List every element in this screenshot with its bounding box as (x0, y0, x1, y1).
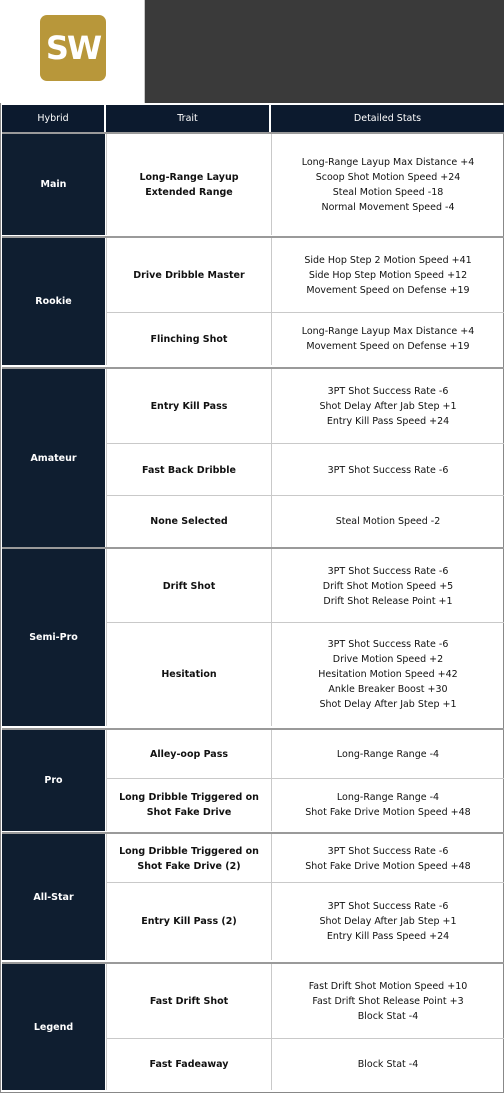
trait-name: Fast Fadeaway (149, 1059, 229, 1070)
detailed-stats-cell (271, 964, 504, 1039)
trait-cell (106, 964, 271, 1039)
stat-line: 3PT Shot Success Rate -6 (327, 464, 449, 476)
header-banner (145, 0, 504, 103)
trait-name: Drive Dribble Master (133, 270, 245, 281)
stat-line: Movement Speed on Defense +19 (306, 285, 470, 296)
detailed-stats-cell (271, 623, 504, 726)
stat-line: Entry Kill Pass Speed +24 (326, 931, 450, 942)
stat-line: 3PT Shot Success Rate -6 (327, 901, 449, 912)
detailed-stats-cell (271, 238, 504, 313)
header-detailed-stats: Detailed Stats (271, 105, 504, 132)
stat-line: 3PT Shot Success Rate -6 (327, 639, 449, 650)
tier-label-amateur: Amateur (2, 369, 105, 547)
trait-name: Entry Kill Pass (150, 401, 228, 412)
stat-line: Shot Fake Drive Motion Speed +48 (305, 807, 471, 818)
tier-label-rookie: Rookie (2, 238, 105, 365)
stat-line: Entry Kill Pass Speed +24 (326, 416, 450, 427)
stat-line: 3PT Shot Success Rate -6 (327, 845, 449, 857)
detailed-stats-cell (271, 834, 504, 883)
header-hybrid: Hybrid (2, 105, 105, 132)
trait-cell (106, 779, 271, 831)
trait-cell (106, 496, 271, 547)
stat-line: Drift Shot Release Point +1 (323, 595, 453, 607)
trait-name: Fast Back Dribble (142, 464, 236, 476)
detailed-stats-cell (271, 779, 504, 831)
trait-name: Alley-oop Pass (149, 749, 229, 760)
stat-line: Shot Delay After Jab Step +1 (319, 401, 457, 412)
stat-line: Movement Speed on Defense +19 (306, 341, 470, 352)
detailed-stats-cell (271, 730, 504, 779)
stat-line: Long-Range Layup Max Distance +4 (301, 156, 475, 168)
stat-line: 3PT Shot Success Rate -6 (327, 565, 449, 577)
trait-name: Entry Kill Pass (2) (141, 916, 237, 927)
stat-line: Hesitation Motion Speed +42 (318, 669, 458, 680)
stat-line: Long-Range Range -4 (336, 792, 440, 803)
stat-line: Fast Drift Shot Motion Speed +10 (308, 981, 468, 992)
tier-label-all-star: All-Star (2, 834, 105, 960)
stat-line: Fast Drift Shot Release Point +3 (312, 996, 464, 1007)
trait-name: Long Dribble Triggered on Shot Fake Drive (119, 792, 259, 818)
stat-line: Steal Motion Speed -2 (335, 516, 441, 527)
stat-line: Long-Range Range -4 (336, 749, 440, 760)
trait-cell (106, 134, 271, 235)
stat-line: Block Stat -4 (357, 1059, 419, 1070)
stat-line: Shot Fake Drive Motion Speed +48 (305, 860, 471, 872)
stat-line: 3PT Shot Success Rate -6 (327, 386, 449, 397)
detailed-stats-cell (271, 1039, 504, 1090)
detailed-stats-cell (271, 444, 504, 496)
detailed-stats-cell (271, 496, 504, 547)
logo-text: SW (45, 29, 101, 67)
detailed-stats-cell (271, 883, 504, 960)
header-trait: Trait (106, 105, 270, 132)
stat-line: Long-Range Layup Max Distance +4 (301, 326, 475, 337)
trait-cell (106, 549, 271, 623)
tier-label-legend: Legend (2, 964, 105, 1090)
trait-cell (106, 313, 271, 365)
trait-name: None Selected (150, 516, 228, 527)
stat-line: Drift Shot Motion Speed +5 (322, 580, 454, 592)
sw-logo (40, 15, 106, 81)
tier-label-semi-pro: Semi-Pro (2, 549, 105, 726)
trait-cell (106, 834, 271, 883)
trait-name: Long Dribble Triggered on Shot Fake Drive (2) (119, 845, 259, 872)
trait-cell (106, 730, 271, 779)
trait-cell (106, 238, 271, 313)
stat-line: Drive Motion Speed +2 (332, 654, 444, 665)
stat-line: Scoop Shot Motion Speed +24 (315, 171, 461, 183)
tier-label-pro: Pro (2, 730, 105, 831)
stat-line: Shot Delay After Jab Step +1 (319, 699, 457, 710)
detailed-stats-cell (271, 134, 504, 235)
trait-cell (106, 369, 271, 444)
trait-name: Hesitation (161, 669, 217, 680)
trait-name: Long-Range Layup Extended Range (139, 171, 239, 198)
trait-cell (106, 883, 271, 960)
trait-name: Flinching Shot (150, 333, 228, 345)
detailed-stats-cell (271, 369, 504, 444)
stat-line: Block Stat -4 (357, 1011, 419, 1022)
logo-cell (0, 0, 145, 103)
trait-name: Drift Shot (162, 580, 216, 592)
trait-cell (106, 1039, 271, 1090)
trait-name: Fast Drift Shot (149, 996, 229, 1007)
tier-label-main: Main (2, 134, 105, 235)
stat-line: Normal Movement Speed -4 (321, 201, 455, 213)
trait-cell (106, 623, 271, 726)
stat-line: Side Hop Step 2 Motion Speed +41 (304, 255, 472, 266)
trait-table (0, 103, 504, 1093)
stat-line: Ankle Breaker Boost +30 (328, 684, 448, 695)
top-area (0, 0, 504, 103)
detailed-stats-cell (271, 313, 504, 365)
stat-line: Side Hop Step Motion Speed +12 (308, 270, 468, 281)
trait-cell (106, 444, 271, 496)
detailed-stats-cell (271, 549, 504, 623)
stat-line: Shot Delay After Jab Step +1 (319, 916, 457, 927)
stat-line: Steal Motion Speed -18 (332, 186, 444, 198)
